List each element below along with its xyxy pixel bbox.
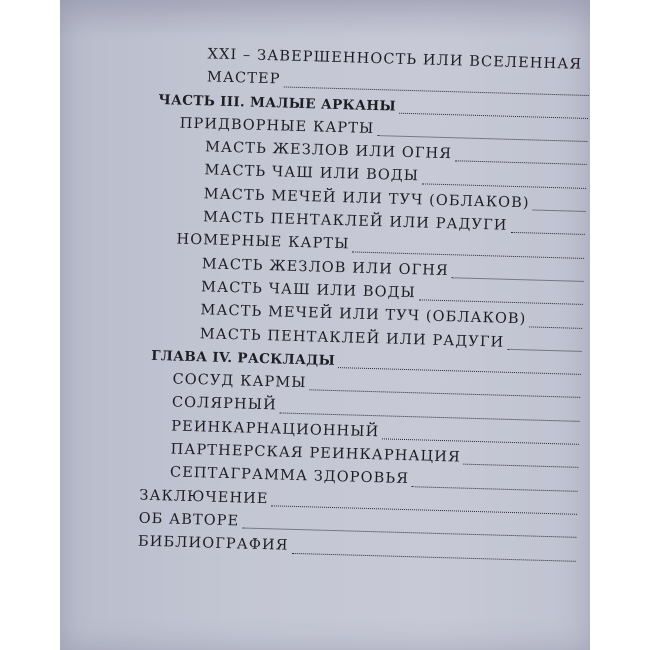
toc-entry-label: ОБ АВТОРЕ [138,510,240,530]
toc-entry-label: ЗАКЛЮЧЕНИЕ [139,487,269,507]
toc-entry-label: МАСТЬ ПЕНТАКЛЕЙ ИЛИ РАДУГИ [202,209,508,234]
toc-entry-label: РЕИНКАРНАЦИОННЫЙ [171,418,380,441]
toc-entry-label: XXI – ЗАВЕРШЕННОСТЬ ИЛИ ВСЕЛЕННАЯ [207,46,583,73]
toc-entry-label: МАСТЬ ЖЕЗЛОВ ИЛИ ОГНЯ [204,139,453,163]
page-top-shadow [60,0,590,40]
dot-leader [455,147,587,166]
toc-entry-label: МАСТЬ МЕЧЕЙ ИЛИ ТУЧ (ОБЛАКОВ) [203,186,530,212]
dot-leader [291,538,576,561]
toc-entry-label: БИБЛИОГРАФИЯ [137,533,289,555]
dot-leader [412,472,578,492]
dot-leader [283,72,589,96]
dot-leader [464,450,579,468]
dot-leader [419,286,584,306]
dot-leader [309,376,580,399]
dot-leader [280,398,580,421]
dot-leader [422,169,587,189]
dot-leader [352,237,584,258]
dot-leader [271,491,577,515]
dot-leader [338,353,581,375]
dot-leader [510,218,585,235]
toc-entry-label: СОЛЯРНЫЙ [171,394,278,414]
dot-leader [399,99,589,119]
toc-entry-label: НОМЕРНЫЕ КАРТЫ [176,231,350,253]
toc-entry-label: СЕПТАГРАММА ЗДОРОВЬЯ [169,464,410,488]
dot-leader [382,424,579,444]
dot-leader [532,196,585,212]
toc-entry-label: МАСТЬ МЕЧЕЙ ИЛИ ТУЧ (ОБЛАКОВ) [200,302,527,328]
toc-entry-label: ЧАСТЬ III. МАЛЫЕ АРКАНЫ [158,91,397,115]
toc-entry-label: СОСУД КАРМЫ [172,371,307,392]
book-page [60,0,590,650]
toc-entry-label: МАСТЬ ЧАШ ИЛИ ВОДЫ [204,162,420,185]
dot-leader [529,312,582,328]
toc-entry-label: МАСТЕР [206,69,281,88]
toc-entry-label: МАСТЬ ЧАШ ИЛИ ВОДЫ [200,279,417,302]
toc-entry-label: ПРИДВОРНЫЕ КАРТЫ [179,115,375,137]
toc-entry-label: ПАРТНЕРСКАЯ РЕИНКАРНАЦИЯ [170,441,462,466]
dot-leader [377,121,588,142]
table-of-contents [137,42,590,566]
dot-leader [452,263,584,282]
toc-entry-label: МАСТЬ ЖЕЗЛОВ ИЛИ ОГНЯ [201,255,450,279]
toc-entry-label: ГЛАВА IV. РАСКЛАДЫ [151,347,336,369]
dot-leader [507,335,582,352]
dot-leader [585,58,590,72]
toc-entry-label: МАСТЬ ПЕНТАКЛЕЙ ИЛИ РАДУГИ [199,325,505,351]
